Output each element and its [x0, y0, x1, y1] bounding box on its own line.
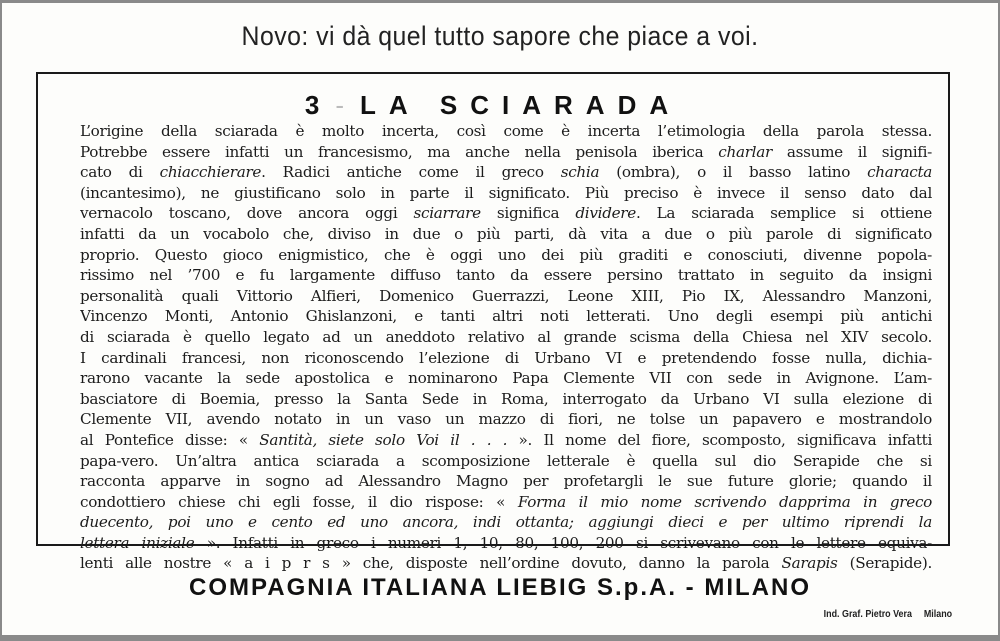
body-text: [80, 121, 932, 574]
text-line: al Pontefice disse: « Santità, siete solo Voi il . . . ». Il nome del fiore, scomposto, significava infatti: [80, 430, 932, 449]
text-line: I cardinali francesi, non riconoscendo l’elezione di Urbano VI e pretendendo fosse nulla, dichia-: [80, 348, 932, 367]
text-line: Potrebbe essere infatti un francesismo, ma anche nella penisola iberica charlar assume il signifi-: [80, 142, 932, 161]
printer-city: Milano: [923, 608, 952, 620]
text-line: personalità quali Vittorio Alfieri, Domenico Guerrazzi, Leone XIII, Pio IX, Alessandro Manzoni,: [80, 286, 932, 305]
printer-credit: [824, 608, 952, 620]
text-line: di sciarada è quello legato ad un aneddoto relativo al grande scisma della Chiesa nel XIV secolo.: [80, 327, 932, 346]
card-title-text: LA SCIARADA: [360, 90, 682, 120]
printer-name: Ind. Graf. Pietro Vera: [823, 608, 912, 620]
text-line: Clemente VII, avendo notato in un vaso un mazzo di fiori, ne tolse un papavero e mostrandolo: [80, 410, 932, 429]
text-line: duecento, poi uno e cento ed uno ancora, indi ottanta; aggiungi dieci e per ultimo riprendi la: [80, 513, 932, 532]
text-line: condottiero chiese chi egli fosse, il dio rispose: « Forma il mio nome scrivendo dapprima in greco: [80, 492, 932, 511]
text-line: cato di chiacchierare. Radici antiche come il greco schia (ombra), o il basso latino characta: [80, 163, 932, 182]
company-name: COMPAGNIA ITALIANA LIEBIG S.p.A. - MILANO: [189, 574, 811, 601]
text-line: proprio. Questo gioco enigmistico, che è oggi uno dei più graditi e conosciuti, divenne popola-: [80, 245, 932, 264]
text-line: Vincenzo Monti, Antonio Ghislanzoni, e tanti altri noti letterati. Uno degli esempi più antichi: [80, 307, 932, 326]
text-line: rissimo nel ’700 e fu largamente diffuso tanto da essere persino trattato in seguito da insigni: [80, 266, 932, 285]
text-line: vernacolo toscano, dove ancora oggi sciarrare significa dividere. La sciarada semplice si ottiene: [80, 204, 932, 223]
slogan: Novo: vi dà quel tutto sapore che piace a voi.: [241, 21, 759, 51]
text-line: lenti alle nostre « a i p r s » che, disposte nell’ordine dovuto, danno la parola Sarapis (Serapide).: [80, 554, 932, 573]
text-line: racconta apparve in sogno ad Alessandro Magno per profetargli le sue future glorie; quando il: [80, 472, 932, 491]
text-line: papa-vero. Un’altra antica sciarada a scomposizione letterale è quella sul dio Serapide che si: [80, 451, 932, 470]
text-line: (incantesimo), ne giustificano solo in parte il significato. Più preciso è invece il senso dato dal: [80, 183, 932, 202]
text-line: basciatore di Boemia, presso la Santa Sede in Roma, interrogato da Urbano VI sulla elezione di: [80, 389, 932, 408]
liebig-card-back: [2, 3, 998, 635]
card-number: 3: [304, 90, 320, 120]
text-frame: [36, 72, 950, 573]
title-separator: -: [335, 90, 344, 120]
text-line: rarono vacante la sede apostolica e nominarono Papa Clemente VII con sede in Avignone. L’am-: [80, 369, 932, 388]
text-line: lettera iniziale ». Infatti in greco i numeri 1, 10, 80, 100, 200 si scrivevano con le lettere equiva-: [80, 533, 932, 552]
text-line: L’origine della sciarada è molto incerta, così come è incerta l’etimologia della parola stessa.: [80, 122, 932, 140]
card-title: [38, 90, 948, 121]
text-line: infatti da un vocabolo che, diviso in due o più parti, dà vita a due o più parole di significato: [80, 224, 932, 243]
